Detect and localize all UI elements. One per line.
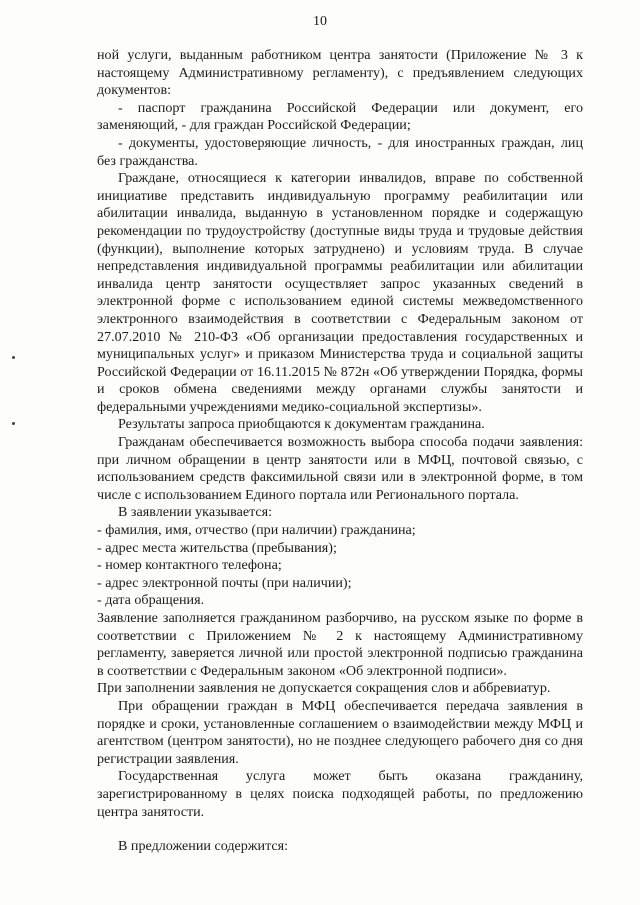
paragraph: При заполнении заявления не допускается сокращения слов и аббревиатур. xyxy=(97,680,551,697)
paragraph: Гражданам обеспечивается возможность выбора способа подачи заявления: при личном обращении в центр занятости или в МФЦ, почтовой связью, с использованием средств факсимильной связи или в электронной форме, в том числе с использованием Единого портала или Регионального портала. xyxy=(97,434,583,503)
document-body xyxy=(97,47,583,856)
paragraph: - адрес места жительства (пребывания); xyxy=(97,539,337,556)
paragraph: В предложении содержится: xyxy=(118,838,289,855)
paragraph: - дата обращения. xyxy=(97,592,205,609)
paragraph: - номер контактного телефона; xyxy=(97,557,282,574)
paragraph: ной услуги, выданным работником центра занятости (Приложение № 3 к настоящему Административному регламенту), с предъявлением следующих документов: xyxy=(97,47,583,99)
scan-mark xyxy=(12,422,15,425)
paragraph: - паспорт гражданина Российской Федерации или документ, его заменяющий, - для граждан Российской Федерации; xyxy=(97,99,583,134)
paragraph: - фамилия, имя, отчество (при наличии) гражданина; xyxy=(97,522,416,539)
paragraph: Результаты запроса приобщаются к документам гражданина. xyxy=(118,416,485,433)
paragraph: В заявлении указывается: xyxy=(118,504,273,521)
paragraph: - адрес электронной почты (при наличии); xyxy=(97,574,352,591)
scan-mark xyxy=(12,356,15,359)
page-number: 10 xyxy=(313,14,327,29)
paragraph: Граждане, относящиеся к категории инвалидов, вправе по собственной инициативе представить индивидуальную программу реабилитации или абилитации инвалида, выданную в установленном порядке и содержащую рекомендации по трудоустройству (доступные виды труда и трудовые действия (функции), выполнение которых затруднено) и условиям труда. В случае непредставления индивидуальной программы реабилитации или абилитации инвалида центр занятости осуществляет запрос указанных сведений в электронной форме с использованием единой системы межведомственного электронного взаимодействия в соответствии с Федеральным законом от 27.07.2010 № 210-ФЗ «Об организации предоставления государственных и муниципальных услуг» и приказом Министерства труда и социальной защиты Российской Федерации от 16.11.2015 № 872н «Об утверждении Порядка, формы и сроков обмена сведениями между органами службы занятости и федеральными учреждениями медико-социальной экспертизы». xyxy=(97,170,583,415)
paragraph: - документы, удостоверяющие личность, - для иностранных граждан, лиц без гражданства. xyxy=(97,134,583,169)
paragraph: При обращении граждан в МФЦ обеспечивается передача заявления в порядке и сроки, установленные соглашением о взаимодействии между МФЦ и агентством (центром занятости), но не позднее следующего рабочего дня со дня регистрации заявления. xyxy=(97,697,583,767)
paragraph: Заявление заполняется гражданином разборчиво, на русском языке по форме в соответствии с Приложением № 2 к настоящему Административному регламенту, заверяется личной или простой электронной подписью гражданина в соответствии с Федеральным законом «Об электронной подписи». xyxy=(97,610,583,679)
paragraph: Государственная услуга может быть оказана гражданину, зарегистрированному в целях поиска подходящей работы, по предложению центра занятости. xyxy=(97,768,583,820)
